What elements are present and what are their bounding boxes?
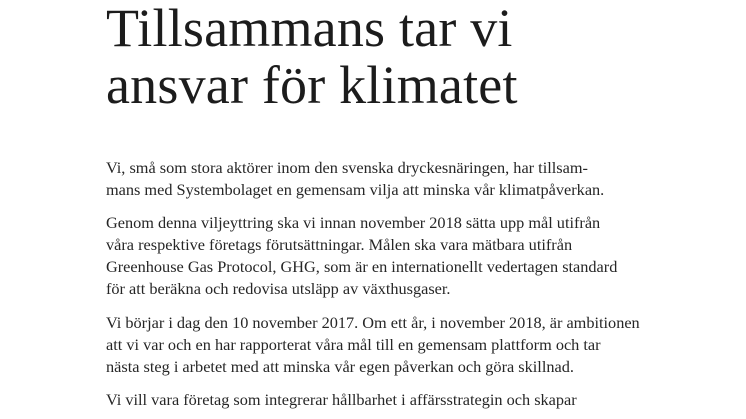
page-title xyxy=(106,0,518,114)
body-paragraph xyxy=(106,312,640,378)
body-paragraph xyxy=(106,157,604,201)
title-line: ansvar för klimatet xyxy=(106,55,518,115)
paragraph-line: att vi var och en har rapporterat våra mål till en gemensam plattform och tar xyxy=(106,335,601,354)
body-paragraph xyxy=(106,389,577,411)
title-line: Tillsammans tar vi xyxy=(106,0,513,58)
paragraph-line: Vi, små som stora aktörer inom den svenska dryckesnäringen, har tillsam- xyxy=(106,158,588,177)
body-paragraph xyxy=(106,212,617,300)
paragraph-line: Greenhouse Gas Protocol, GHG, som är en internationellt vedertagen standard xyxy=(106,257,618,276)
paragraph-line: mans med Systembolaget en gemensam vilja att minska vår klimatpåverkan. xyxy=(106,180,605,199)
paragraph-line: Vi vill vara företag som integrerar hållbarhet i affärsstrategin och skapar xyxy=(106,390,577,409)
paragraph-line: Genom denna viljeyttring ska vi innan november 2018 sätta upp mål utifrån xyxy=(106,213,601,232)
paragraph-line: Vi börjar i dag den 10 november 2017. Om ett år, i november 2018, är ambitionen xyxy=(106,313,640,332)
paragraph-line: för att beräkna och redovisa utsläpp av växthusgaser. xyxy=(106,279,451,298)
paragraph-line: våra respektive företags förutsättningar. Målen ska vara mätbara utifrån xyxy=(106,235,573,254)
paragraph-line: nästa steg i arbetet med att minska vår egen påverkan och göra skillnad. xyxy=(106,357,574,376)
